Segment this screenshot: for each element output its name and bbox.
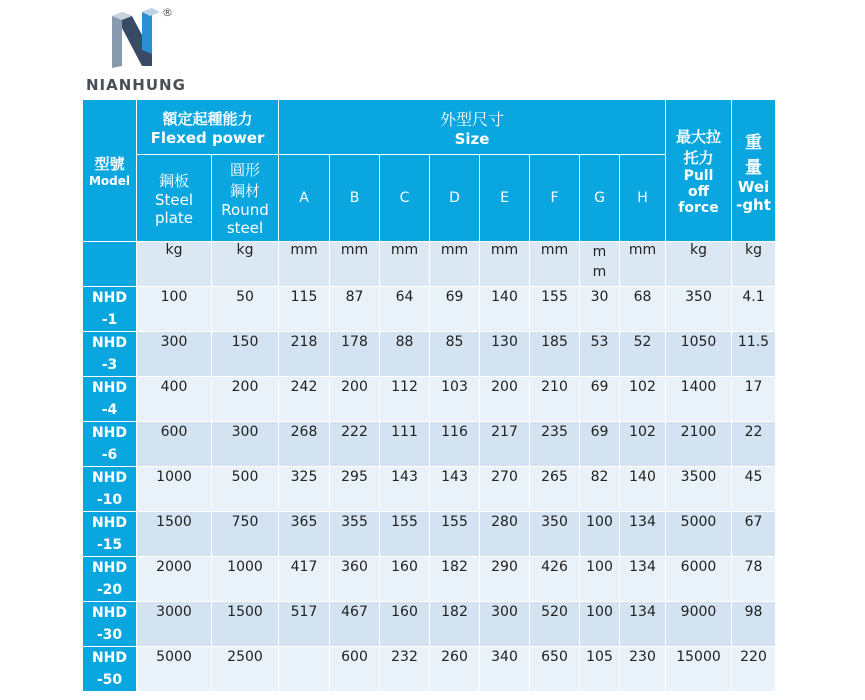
value-cell: 2100 [666, 422, 732, 467]
value-cell: 143 [380, 467, 430, 512]
value-cell: 260 [430, 647, 480, 692]
unit-cell: mm [330, 242, 380, 287]
value-cell: 88 [380, 332, 430, 377]
value-cell: 130 [480, 332, 530, 377]
model-name: NHD [91, 380, 128, 396]
value-cell: 15000 [666, 647, 732, 692]
value-cell: 426 [530, 557, 580, 602]
value-cell: 1000 [212, 557, 279, 602]
model-suffix: -10 [96, 492, 123, 508]
value-cell: 4.1 [732, 287, 776, 332]
value-cell: 2000 [137, 557, 212, 602]
value-cell: 1050 [666, 332, 732, 377]
nianhung-logo [86, 6, 196, 94]
value-cell: 30 [580, 287, 620, 332]
data-rows [83, 287, 776, 692]
value-cell: 200 [480, 377, 530, 422]
weight-en-2: -ght [736, 195, 771, 214]
value-cell: 102 [620, 422, 666, 467]
value-cell: 160 [380, 557, 430, 602]
value-cell: 45 [732, 467, 776, 512]
model-suffix: -30 [96, 627, 123, 643]
value-cell: 103 [430, 377, 480, 422]
value-cell: 85 [430, 332, 480, 377]
value-cell: 210 [530, 377, 580, 422]
value-cell: 232 [380, 647, 430, 692]
value-cell: 467 [330, 602, 380, 647]
value-cell: 160 [380, 602, 430, 647]
unit-cell: mm [620, 242, 666, 287]
value-cell: 1500 [212, 602, 279, 647]
value-cell: 100 [580, 602, 620, 647]
size-en: Size [454, 129, 490, 148]
value-cell: 5000 [137, 647, 212, 692]
value-cell: 185 [530, 332, 580, 377]
unit-cell: kg [732, 242, 776, 287]
value-cell: 182 [430, 602, 480, 647]
value-cell: 155 [530, 287, 580, 332]
value-cell: 500 [212, 467, 279, 512]
value-cell: 68 [620, 287, 666, 332]
value-cell: 64 [380, 287, 430, 332]
value-cell: 102 [620, 377, 666, 422]
model-cell [83, 467, 137, 512]
value-cell: 82 [580, 467, 620, 512]
value-cell: 17 [732, 377, 776, 422]
value-cell: 3500 [666, 467, 732, 512]
size-header [279, 100, 666, 155]
value-cell: 69 [580, 377, 620, 422]
model-name: NHD [91, 650, 128, 666]
value-cell: 2500 [212, 647, 279, 692]
dim-header-g: G [580, 155, 620, 242]
value-cell: 67 [732, 512, 776, 557]
pull-zh-1: 最大拉 [675, 127, 721, 146]
value-cell: 140 [480, 287, 530, 332]
model-suffix: -50 [96, 672, 123, 688]
model-cell [83, 557, 137, 602]
value-cell: 155 [380, 512, 430, 557]
value-cell: 143 [430, 467, 480, 512]
steel-plate-zh: 鋼板 [158, 171, 189, 190]
model-cell [83, 332, 137, 377]
steel-plate-en-1: Steel [154, 190, 194, 209]
value-cell: 98 [732, 602, 776, 647]
value-cell: 3000 [137, 602, 212, 647]
value-cell: 134 [620, 512, 666, 557]
value-cell: 134 [620, 557, 666, 602]
value-cell: 300 [480, 602, 530, 647]
unit-cell: kg [666, 242, 732, 287]
value-cell: 105 [580, 647, 620, 692]
round-steel-en-1: Round [221, 201, 269, 219]
model-name: NHD [91, 290, 128, 306]
value-cell: 417 [279, 557, 330, 602]
table-row [83, 422, 776, 467]
value-cell: 650 [530, 647, 580, 692]
value-cell: 325 [279, 467, 330, 512]
pull-zh-2: 托力 [683, 148, 714, 167]
table-row [83, 377, 776, 422]
value-cell: 182 [430, 557, 480, 602]
value-cell: 600 [330, 647, 380, 692]
value-cell: 53 [580, 332, 620, 377]
dim-header-c: C [380, 155, 430, 242]
unit-cell: mm [530, 242, 580, 287]
model-suffix: -3 [101, 357, 118, 373]
value-cell: 115 [279, 287, 330, 332]
value-cell: 350 [530, 512, 580, 557]
dim-header-e: E [480, 155, 530, 242]
value-cell: 218 [279, 332, 330, 377]
table-row [83, 332, 776, 377]
value-cell: 200 [330, 377, 380, 422]
model-name: NHD [91, 470, 128, 486]
value-cell: 140 [620, 467, 666, 512]
model-cell [83, 647, 137, 692]
model-suffix: -20 [96, 582, 123, 598]
model-cell [83, 602, 137, 647]
unit-cell: m m [580, 242, 620, 287]
model-cell [83, 377, 137, 422]
value-cell: 69 [580, 422, 620, 467]
logo-n-mark-icon [108, 8, 166, 68]
weight-zh-2: 量 [745, 157, 762, 178]
value-cell: 265 [530, 467, 580, 512]
pull-en-1: Pull [683, 167, 714, 184]
value-cell: 520 [530, 602, 580, 647]
model-cell [83, 512, 137, 557]
value-cell: 87 [330, 287, 380, 332]
value-cell: 111 [380, 422, 430, 467]
unit-cell: mm [279, 242, 330, 287]
value-cell: 290 [480, 557, 530, 602]
value-cell: 155 [430, 512, 480, 557]
model-name: NHD [91, 515, 128, 531]
value-cell: 300 [137, 332, 212, 377]
round-steel-en-2: steel [226, 219, 264, 237]
table-row [83, 602, 776, 647]
value-cell: 222 [330, 422, 380, 467]
unit-cell: mm [480, 242, 530, 287]
value-cell: 217 [480, 422, 530, 467]
table-row [83, 512, 776, 557]
table-row [83, 287, 776, 332]
model-suffix: -6 [101, 447, 118, 463]
value-cell: 355 [330, 512, 380, 557]
weight-en-1: Wei [737, 177, 770, 196]
flexed-power-zh: 額定起種能力 [162, 109, 253, 128]
value-cell: 50 [212, 287, 279, 332]
dim-header-f: F [530, 155, 580, 242]
steel-plate-en-2: plate [155, 208, 193, 227]
round-steel-zh-2: 鋼材 [229, 182, 260, 200]
table-row [83, 557, 776, 602]
weight-zh-1: 重 [745, 132, 762, 153]
value-cell: 112 [380, 377, 430, 422]
value-cell: 295 [330, 467, 380, 512]
unit-cell: mm [380, 242, 430, 287]
value-cell: 220 [732, 647, 776, 692]
model-header-en: Model [88, 174, 131, 188]
round-steel-zh-1: 圓形 [229, 161, 260, 179]
size-zh: 外型尺寸 [439, 109, 504, 129]
units-row [83, 242, 776, 287]
model-suffix: -4 [101, 402, 118, 418]
table-row [83, 647, 776, 692]
value-cell: 350 [666, 287, 732, 332]
value-cell: 100 [580, 557, 620, 602]
model-suffix: -15 [96, 537, 123, 553]
value-cell: 517 [279, 602, 330, 647]
brand-name: NIANHUNG [86, 76, 186, 94]
value-cell: 235 [530, 422, 580, 467]
value-cell: 300 [212, 422, 279, 467]
value-cell: 268 [279, 422, 330, 467]
table-row [83, 467, 776, 512]
model-header-zh: 型號 [94, 155, 125, 173]
value-cell: 1500 [137, 512, 212, 557]
value-cell: 52 [620, 332, 666, 377]
model-name: NHD [91, 425, 128, 441]
value-cell: 270 [480, 467, 530, 512]
value-cell: 78 [732, 557, 776, 602]
model-cell [83, 287, 137, 332]
value-cell: 280 [480, 512, 530, 557]
value-cell: 1000 [137, 467, 212, 512]
value-cell: 242 [279, 377, 330, 422]
pull-en-3: force [678, 199, 719, 216]
value-cell [279, 647, 330, 692]
round-steel-header [212, 155, 279, 242]
model-header [83, 100, 137, 242]
value-cell: 116 [430, 422, 480, 467]
dim-header-b: B [330, 155, 380, 242]
model-suffix: -1 [101, 312, 118, 328]
value-cell: 5000 [666, 512, 732, 557]
units-model-blank [83, 242, 137, 287]
model-cell [83, 422, 137, 467]
weight-header [732, 100, 776, 242]
value-cell: 230 [620, 647, 666, 692]
value-cell: 134 [620, 602, 666, 647]
flexed-power-header [137, 100, 279, 155]
pull-en-2: off [688, 183, 709, 200]
steel-plate-header [137, 155, 212, 242]
value-cell: 9000 [666, 602, 732, 647]
value-cell: 150 [212, 332, 279, 377]
model-name: NHD [91, 560, 128, 576]
value-cell: 200 [212, 377, 279, 422]
value-cell: 178 [330, 332, 380, 377]
model-name: NHD [91, 335, 128, 351]
model-name: NHD [91, 605, 128, 621]
value-cell: 11.5 [732, 332, 776, 377]
unit-cell: kg [212, 242, 279, 287]
value-cell: 100 [580, 512, 620, 557]
value-cell: 100 [137, 287, 212, 332]
dim-header-d: D [430, 155, 480, 242]
value-cell: 69 [430, 287, 480, 332]
pull-off-force-header [666, 100, 732, 242]
dim-header-h: H [620, 155, 666, 242]
value-cell: 365 [279, 512, 330, 557]
unit-cell: kg [137, 242, 212, 287]
dim-header-a: A [279, 155, 330, 242]
spec-table [82, 99, 776, 692]
value-cell: 750 [212, 512, 279, 557]
value-cell: 6000 [666, 557, 732, 602]
flexed-power-en: Flexed power [150, 128, 265, 147]
registered-mark: ® [162, 6, 173, 19]
value-cell: 1400 [666, 377, 732, 422]
value-cell: 400 [137, 377, 212, 422]
unit-cell: mm [430, 242, 480, 287]
value-cell: 340 [480, 647, 530, 692]
value-cell: 360 [330, 557, 380, 602]
value-cell: 600 [137, 422, 212, 467]
value-cell: 22 [732, 422, 776, 467]
